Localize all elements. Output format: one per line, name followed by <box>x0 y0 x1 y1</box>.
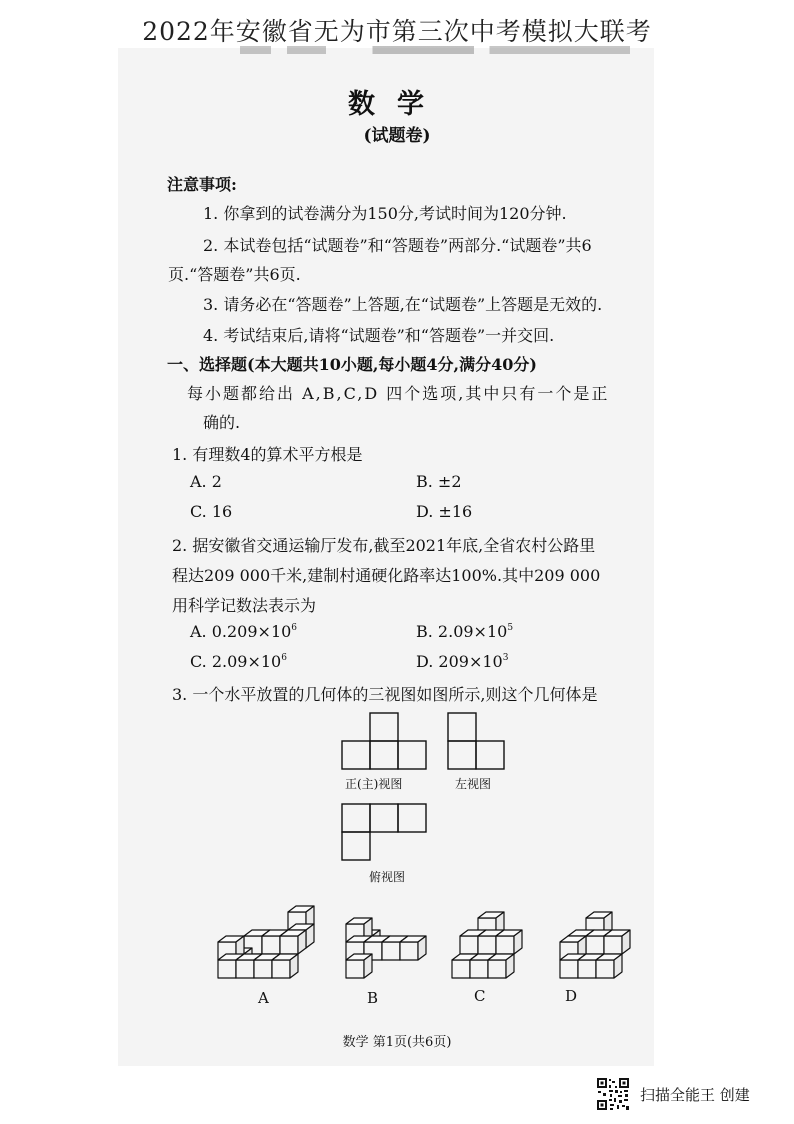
scanner-watermark <box>596 1077 750 1111</box>
q2-stem-2: 程达209 000千米,建制村通硬化路率达100%.其中209 000 <box>172 566 601 585</box>
cube <box>280 930 306 954</box>
left-view-caption: 左视图 <box>455 777 492 791</box>
q2-option-b: B. $2.09\times 10^5$ <box>416 622 514 641</box>
cube <box>604 930 630 954</box>
cube <box>496 930 522 954</box>
choice-d-label: D <box>565 987 578 1005</box>
choice-a-figure <box>212 898 322 984</box>
qr-code-icon <box>596 1077 630 1111</box>
cube <box>488 954 514 978</box>
top-view-figure <box>340 803 430 863</box>
note-2: 2. 本试卷包括“试题卷”和“答题卷”两部分.“试题卷”共6 <box>203 236 592 255</box>
subject-title: 数学 <box>348 89 446 120</box>
q1-option-a: A. 2 <box>190 472 222 491</box>
q1-stem: 1. 有理数4的算术平方根是 <box>172 445 363 464</box>
q2-stem-3: 用科学记数法表示为 <box>172 596 317 615</box>
cube <box>400 936 426 960</box>
page-footer: 数学 第1页(共6页) <box>342 1035 452 1050</box>
left-view-figure <box>446 712 506 772</box>
front-view-figure <box>340 712 430 772</box>
q3-stem: 3. 一个水平放置的几何体的三视图如图所示,则这个几何体是 <box>172 685 598 704</box>
q2-option-c: C. $2.09\times 10^6$ <box>190 652 287 671</box>
blurred-header-line <box>240 46 630 54</box>
cube <box>272 954 298 978</box>
q1-option-c: C. 16 <box>190 502 233 521</box>
q2-option-a: A. $0.209\times 10^6$ <box>190 622 298 641</box>
scanner-label: 扫描全能王 创建 <box>640 1085 750 1104</box>
q2-stem-1: 2. 据安徽省交通运输厅发布,截至2021年底,全省农村公路里 <box>172 536 596 555</box>
choice-c-figure <box>428 898 538 984</box>
note-2-cont: 页.“答题卷”共6页. <box>168 265 301 284</box>
note-4: 4. 考试结束后,请将“试题卷”和“答题卷”一并交回. <box>203 326 555 345</box>
top-view-caption: 俯视图 <box>369 870 406 884</box>
front-view-caption: 正(主)视图 <box>345 777 403 791</box>
choice-b-figure <box>322 898 432 984</box>
choice-b-label: B <box>367 989 379 1007</box>
notes-heading: 注意事项: <box>167 175 237 194</box>
q2-option-d: D. $209\times 10^3$ <box>416 652 509 671</box>
document-title: 2022年安徽省无为市第三次中考模拟大联考 <box>142 17 652 46</box>
choice-d-figure <box>536 898 646 984</box>
choice-a-label: A <box>258 989 269 1007</box>
q1-option-b: B. ±2 <box>416 472 462 491</box>
q1-option-d: D. ±16 <box>416 502 473 521</box>
cube <box>346 954 372 978</box>
paper-subtitle: (试题卷) <box>363 126 431 146</box>
section-instruction-cont: 确的. <box>203 413 241 432</box>
section-heading: 一、选择题(本大题共10小题,每小题4分,满分40分) <box>167 355 537 374</box>
cube <box>596 954 622 978</box>
section-instruction: 每小题都给出 A,B,C,D 四个选项,其中只有一个是正 <box>187 384 610 403</box>
note-1: 1. 你拿到的试卷满分为150分,考试时间为120分钟. <box>203 204 567 223</box>
note-3: 3. 请务必在“答题卷”上答题,在“试题卷”上答题是无效的. <box>203 295 603 314</box>
choice-c-label: C <box>474 987 486 1005</box>
